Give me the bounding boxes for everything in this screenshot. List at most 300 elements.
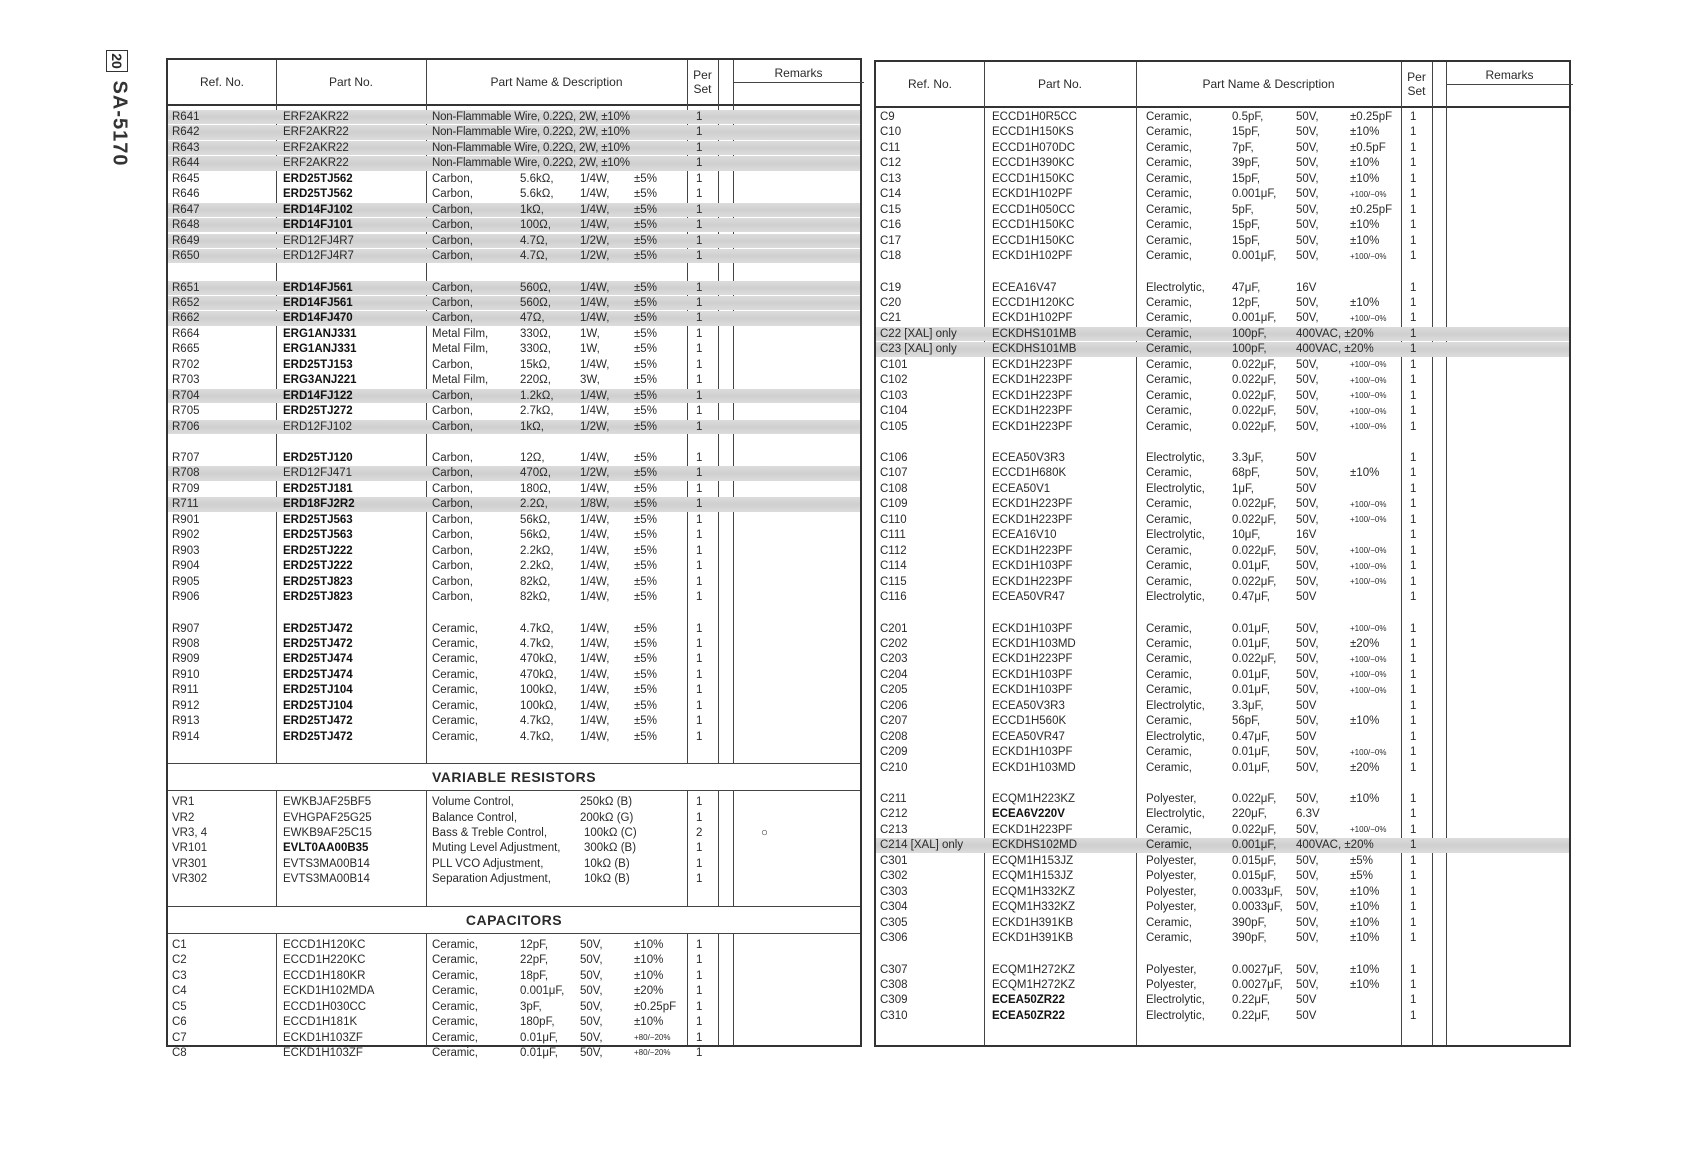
table-row: [168, 513, 860, 527]
part-value: 560Ω,: [520, 281, 551, 294]
part-name: Ceramic,: [432, 1031, 479, 1044]
part-rating: 400VAC, ±20%: [1296, 839, 1374, 852]
part-no: ECCD1H0R5CC: [992, 111, 1077, 123]
header-per-set: Per Set: [1407, 70, 1426, 98]
table-row: [876, 172, 1569, 186]
table-row: [876, 141, 1569, 155]
ref-no: R914: [172, 730, 200, 743]
header-per-set: Per Set: [693, 68, 712, 96]
part-value: 0.022μF,: [1232, 405, 1277, 418]
ref-no: R908: [172, 637, 200, 650]
part-no: ERD14FJ470: [283, 312, 353, 325]
part-no: ECKD1H103MD: [992, 761, 1076, 774]
part-name: Electrolytic,: [1146, 699, 1205, 712]
part-name: PLL VCO Adjustment,: [432, 857, 544, 870]
ref-no: C108: [880, 482, 908, 495]
part-value: 0.022μF,: [1232, 498, 1277, 511]
part-rating: 1/2W,: [580, 467, 610, 480]
part-value: 0.01μF,: [1232, 560, 1270, 573]
part-name: Ceramic,: [432, 954, 479, 967]
table-row: [168, 497, 860, 511]
ref-no: R709: [172, 482, 200, 495]
part-name: Carbon,: [432, 312, 473, 325]
part-rating: 50V: [1296, 730, 1317, 743]
part-no: ECKD1H103ZF: [283, 1046, 363, 1059]
part-rating: 50V,: [1296, 653, 1319, 666]
part-name: Ceramic,: [432, 1000, 479, 1013]
table-row: [168, 730, 860, 744]
table-row: [876, 497, 1569, 511]
part-name: Electrolytic,: [1146, 452, 1205, 464]
part-name: Ceramic,: [1146, 746, 1193, 759]
header-part-no: Part No.: [328, 75, 373, 89]
ref-no: C204: [880, 668, 908, 681]
model-name: SA-5170: [108, 80, 131, 167]
part-tolerance: [1350, 544, 1386, 558]
table-row: [168, 811, 860, 825]
part-name: Ceramic,: [1146, 111, 1193, 123]
part-no: ECKD1H223PF: [992, 374, 1073, 387]
table-row: [876, 358, 1569, 372]
part-value: 47Ω,: [520, 312, 545, 325]
part-rating: 50V,: [580, 954, 603, 967]
table-row: [168, 172, 860, 186]
per-set: 1: [1410, 374, 1417, 387]
part-name: Ceramic,: [1146, 420, 1193, 433]
part-tolerance: ±10%: [1350, 172, 1380, 185]
part-rating: 50V,: [1296, 374, 1319, 387]
part-rating: 50V,: [580, 1046, 603, 1059]
part-tolerance: ±10%: [1350, 978, 1380, 991]
parts-table-left: [166, 58, 862, 1059]
ref-no: C10: [880, 126, 902, 139]
table-row: [876, 311, 1569, 325]
tolerance-stacked: +100/−0%: [1350, 670, 1387, 680]
per-set: 1: [696, 699, 703, 712]
table-row: [876, 187, 1569, 201]
ref-no: C110: [880, 513, 907, 526]
part-value: 15pF,: [1232, 126, 1261, 139]
part-value: 56kΩ,: [520, 513, 551, 526]
part-value: 0.015μF,: [1232, 870, 1277, 883]
part-value: 2.2Ω,: [520, 498, 548, 511]
part-name: Ceramic,: [1146, 312, 1193, 325]
header-part-name-description: Part Name & Description: [490, 75, 623, 89]
part-no: ECCD1H560K: [992, 715, 1067, 728]
part-value: 100pF,: [1232, 343, 1267, 356]
ref-no: C7: [172, 1031, 187, 1044]
part-rating: 16V: [1296, 281, 1317, 294]
part-name: Ceramic,: [432, 715, 479, 728]
table-row: [168, 141, 860, 155]
part-tolerance: ±10%: [634, 969, 664, 982]
part-no: ECKD1H103PF: [992, 622, 1073, 635]
part-tolerance: ±10%: [1350, 793, 1380, 805]
ref-no: C309: [880, 994, 908, 1007]
table-row: [876, 730, 1569, 744]
ref-no: C308: [880, 978, 908, 991]
part-no: ERD25TJ823: [283, 591, 353, 604]
table-row: [876, 931, 1569, 945]
part-value: 180Ω,: [520, 482, 551, 495]
part-rating: 50V,: [1296, 637, 1319, 650]
table-row: [168, 590, 860, 604]
per-set: 1: [696, 420, 703, 433]
table-row: [876, 389, 1569, 403]
part-name: Electrolytic,: [1146, 1009, 1205, 1022]
ref-no: VR301: [172, 857, 208, 870]
part-tolerance: ±10%: [1350, 916, 1380, 929]
part-value: 5.6kΩ,: [520, 172, 554, 185]
ref-no: R706: [172, 420, 200, 433]
part-name: Ceramic,: [1146, 916, 1193, 929]
per-set: 1: [1410, 250, 1417, 263]
ref-no: R664: [172, 327, 200, 340]
part-no: ECKD1H223PF: [992, 420, 1073, 433]
per-set: 1: [696, 327, 703, 340]
ref-no: C22 [XAL] only: [880, 327, 957, 340]
per-set: 1: [1410, 560, 1417, 573]
part-name: Ceramic,: [1146, 932, 1193, 945]
section-title: CAPACITORS: [168, 907, 860, 933]
part-name: Ceramic,: [1146, 544, 1193, 557]
per-set: 1: [696, 126, 703, 139]
table-row: [876, 885, 1569, 899]
part-no: ERD14FJ561: [283, 296, 353, 309]
part-tolerance: ±10%: [1350, 219, 1380, 232]
tolerance-stacked: +100/−0%: [1350, 406, 1387, 416]
part-value: 82kΩ,: [520, 575, 551, 588]
part-rating: 1/4W,: [580, 188, 610, 201]
part-name: Carbon,: [432, 544, 473, 557]
part-rating: 50V,: [1296, 111, 1319, 123]
part-name: Polyester,: [1146, 854, 1197, 867]
part-value: 330Ω,: [520, 343, 551, 356]
table-row: [168, 218, 860, 232]
per-set: 1: [696, 730, 703, 743]
part-no: ECKD1H223PF: [992, 405, 1073, 418]
part-name: Ceramic,: [1146, 761, 1193, 774]
ref-no: R911: [172, 684, 199, 697]
table-row: [168, 249, 860, 263]
per-set: 1: [1410, 358, 1417, 371]
part-name: Polyester,: [1146, 870, 1197, 883]
part-rating: 200kΩ (G): [580, 811, 634, 824]
part-tolerance: ±5%: [634, 343, 657, 356]
per-set: 1: [1410, 420, 1417, 433]
part-no: ECKD1H223PF: [992, 544, 1073, 557]
part-rating: 50V,: [1296, 157, 1319, 170]
tolerance-stacked: +80/−20%: [634, 1048, 671, 1058]
table-row: [876, 993, 1569, 1007]
per-set: 1: [696, 1031, 703, 1044]
part-name: Non-Flammable Wire, 0.22Ω, 2W, ±10%: [432, 126, 630, 139]
part-name: Ceramic,: [432, 684, 479, 697]
part-tolerance: ±5%: [634, 234, 657, 247]
table-row: [876, 373, 1569, 387]
part-name: Polyester,: [1146, 978, 1197, 991]
part-rating: 50V: [1296, 452, 1317, 464]
part-no: ERF2AKR22: [283, 126, 349, 139]
table-row: [168, 1031, 860, 1045]
part-name: Ceramic,: [1146, 188, 1193, 201]
per-set: 1: [696, 219, 703, 232]
ref-no: C11: [880, 141, 901, 154]
part-tolerance: ±5%: [634, 389, 657, 402]
part-tolerance: ±5%: [634, 219, 657, 232]
part-no: ECQM1H332KZ: [992, 901, 1076, 914]
part-value: 68pF,: [1232, 467, 1261, 480]
page-side-label: [104, 50, 134, 190]
part-no: ECKDHS101MB: [992, 327, 1077, 340]
ref-no: C302: [880, 870, 908, 883]
tolerance-stacked: +100/−0%: [1350, 577, 1387, 587]
per-set: 1: [1410, 575, 1417, 588]
part-rating: 50V: [1296, 699, 1317, 712]
part-name: Ceramic,: [1146, 405, 1193, 418]
part-rating: 50V,: [1296, 296, 1319, 309]
ref-no: R909: [172, 653, 200, 666]
per-set: 1: [1410, 668, 1417, 681]
part-value: 0.022μF,: [1232, 575, 1277, 588]
part-tolerance: ±5%: [634, 188, 657, 201]
table-row: [168, 358, 860, 372]
ref-no: C17: [880, 234, 902, 247]
part-no: ECEA50V3R3: [992, 699, 1065, 712]
ref-no: C203: [880, 653, 908, 666]
ref-no: C18: [880, 250, 902, 263]
per-set: 1: [1410, 327, 1417, 340]
part-name: Carbon,: [432, 420, 473, 433]
part-no: ERD14FJ561: [283, 281, 353, 294]
part-name: Carbon,: [432, 188, 473, 201]
part-no: ECKD1H391KB: [992, 932, 1074, 945]
per-set: 1: [696, 405, 703, 418]
part-no: ERD25TJ562: [283, 188, 353, 201]
part-name: Carbon,: [432, 172, 473, 185]
per-set: 1: [696, 954, 703, 967]
ref-no: R648: [172, 219, 200, 232]
table-row: [168, 281, 860, 295]
per-set: 1: [1410, 637, 1417, 650]
part-value: 470kΩ,: [520, 668, 557, 681]
per-set: 1: [696, 250, 703, 263]
ref-no: C103: [880, 389, 908, 402]
header-ref-no: Ref. No.: [907, 77, 952, 91]
table-header: [876, 62, 1569, 108]
part-tolerance: ±5%: [634, 560, 657, 573]
ref-no: C105: [880, 420, 908, 433]
ref-no: C213: [880, 823, 908, 836]
ref-no: C1: [172, 938, 187, 951]
per-set: 1: [1410, 684, 1417, 697]
ref-no: R645: [172, 172, 200, 185]
ref-no: C13: [880, 172, 902, 185]
table-row: [168, 404, 860, 418]
part-tolerance: ±10%: [1350, 715, 1380, 728]
part-value: 0.022μF,: [1232, 358, 1277, 371]
part-rating: 50V,: [1296, 234, 1319, 247]
part-value: 18pF,: [520, 969, 549, 982]
part-value: 220Ω,: [520, 374, 551, 387]
ref-no: C208: [880, 730, 908, 743]
part-tolerance: ±5%: [634, 405, 657, 418]
part-value: 4.7kΩ,: [520, 622, 554, 635]
part-name: Ceramic,: [432, 668, 479, 681]
part-rating: 50V,: [1296, 203, 1319, 216]
parts-table-right: [874, 60, 1571, 1047]
per-set: 1: [1410, 452, 1417, 464]
ref-no: R662: [172, 312, 200, 325]
per-set: 1: [1410, 405, 1417, 418]
table-row: [168, 1046, 860, 1060]
table-row: [168, 544, 860, 558]
tolerance-stacked: +100/−0%: [1350, 685, 1387, 695]
part-no: ERD25TJ104: [283, 699, 353, 712]
part-rating: 50V,: [1296, 870, 1319, 883]
part-no: ECKD1H103PF: [992, 668, 1073, 681]
part-no: ERD25TJ272: [283, 405, 353, 418]
part-rating: 1/2W,: [580, 420, 610, 433]
ref-no: C4: [172, 985, 187, 998]
per-set: 1: [696, 842, 703, 855]
per-set: 1: [696, 668, 703, 681]
part-rating: 1/4W,: [580, 699, 610, 712]
part-tolerance: ±5%: [634, 591, 657, 604]
part-no: EVTS3MA00B14: [283, 857, 370, 870]
part-value: 15pF,: [1232, 172, 1261, 185]
table-row: [876, 281, 1569, 295]
part-value: 0.022μF,: [1232, 653, 1277, 666]
part-value: 5.6kΩ,: [520, 188, 554, 201]
part-no: ECKD1H223PF: [992, 513, 1073, 526]
per-set: 1: [1410, 513, 1417, 526]
part-no: ERD25TJ120: [283, 452, 353, 464]
part-name: Non-Flammable Wire, 0.22Ω, 2W, ±10%: [432, 141, 630, 154]
part-no: ERD25TJ563: [283, 513, 353, 526]
table-row: [876, 327, 1569, 341]
part-value: 0.01μF,: [1232, 637, 1270, 650]
part-no: ERF2AKR22: [283, 157, 349, 170]
part-no: ECKDHS101MB: [992, 343, 1077, 356]
part-name: Ceramic,: [432, 730, 479, 743]
remark-mark: ○: [761, 827, 768, 839]
part-no: EVTS3MA00B14: [283, 873, 370, 886]
part-no: ERD25TJ563: [283, 529, 353, 542]
part-no: ERD25TJ562: [283, 172, 353, 185]
part-value: 0.001μF,: [520, 985, 565, 998]
ref-no: C306: [880, 932, 908, 945]
part-value: 12pF,: [1232, 296, 1261, 309]
per-set: 1: [696, 715, 703, 728]
part-tolerance: ±5%: [634, 281, 657, 294]
part-value: 0.015μF,: [1232, 854, 1277, 867]
part-name: Ceramic,: [1146, 172, 1193, 185]
table-row: [876, 869, 1569, 883]
part-no: EVHGPAF25G25: [283, 811, 372, 824]
ref-no: VR2: [172, 811, 195, 824]
per-set: 1: [1410, 730, 1417, 743]
part-value: 0.01μF,: [1232, 746, 1270, 759]
ref-no: C2: [172, 954, 187, 967]
part-name: Carbon,: [432, 452, 473, 464]
part-tolerance: ±10%: [1350, 157, 1380, 170]
table-row: [168, 826, 860, 840]
part-tolerance: ±5%: [634, 250, 657, 263]
part-name: Electrolytic,: [1146, 994, 1205, 1007]
part-tolerance: ±5%: [634, 653, 657, 666]
ref-no: R901: [172, 513, 200, 526]
part-name: Electrolytic,: [1146, 808, 1205, 821]
part-tolerance: ±5%: [634, 482, 657, 495]
part-rating: 50V,: [1296, 823, 1319, 836]
table-row: [168, 110, 860, 124]
part-rating: 50V,: [1296, 963, 1319, 976]
ref-no: C301: [880, 854, 908, 867]
per-set: 1: [1410, 793, 1417, 805]
part-tolerance: ±5%: [634, 498, 657, 511]
part-rating: 50V,: [1296, 684, 1319, 697]
ref-no: R651: [172, 281, 200, 294]
per-set: 1: [696, 482, 703, 495]
ref-no: R703: [172, 374, 200, 387]
part-name: Ceramic,: [1146, 389, 1193, 402]
part-no: ECCD1H150KC: [992, 234, 1075, 247]
table-row: [876, 110, 1569, 124]
part-no: ECQM1H153JZ: [992, 870, 1074, 883]
part-no: ECCD1H030CC: [283, 1000, 367, 1013]
table-row: [876, 544, 1569, 558]
ref-no: C207: [880, 715, 908, 728]
table-row: [876, 637, 1569, 651]
per-set: 1: [1410, 157, 1417, 170]
part-no: ECCD1H150KC: [992, 219, 1075, 232]
part-rating: 1/4W,: [580, 358, 610, 371]
ref-no: C15: [880, 203, 902, 216]
table-row: [876, 745, 1569, 759]
part-value: 0.47μF,: [1232, 591, 1270, 604]
table-header: [168, 60, 860, 106]
per-set: 1: [1410, 916, 1417, 929]
part-no: ERD18FJ2R2: [283, 498, 355, 511]
part-name: Ceramic,: [432, 699, 479, 712]
ref-no: C106: [880, 452, 908, 464]
part-tolerance: [1350, 622, 1386, 636]
header-remarks-rule: [1446, 84, 1573, 85]
tolerance-stacked: +100/−0%: [1350, 561, 1387, 571]
part-name: Carbon,: [432, 591, 473, 604]
per-set: 1: [696, 374, 703, 387]
part-rating: 1/4W,: [580, 622, 610, 635]
part-rating: 50V,: [1296, 715, 1319, 728]
table-row: [876, 513, 1569, 527]
part-name: Ceramic,: [1146, 715, 1193, 728]
part-value: 12pF,: [520, 938, 549, 951]
part-no: ECKD1H223PF: [992, 823, 1073, 836]
part-value: 5pF,: [1232, 203, 1254, 216]
part-name: Polyester,: [1146, 793, 1197, 805]
part-rating: 50V,: [1296, 219, 1319, 232]
part-name: Ceramic,: [1146, 575, 1193, 588]
part-tolerance: ±10%: [1350, 901, 1380, 914]
per-set: 1: [1410, 172, 1417, 185]
ref-no: C209: [880, 746, 908, 759]
part-no: ERD25TJ472: [283, 622, 353, 635]
part-no: ERD25TJ222: [283, 560, 353, 573]
part-name: Metal Film,: [432, 343, 489, 356]
part-value: 2.7kΩ,: [520, 405, 554, 418]
part-tolerance: ±5%: [634, 296, 657, 309]
